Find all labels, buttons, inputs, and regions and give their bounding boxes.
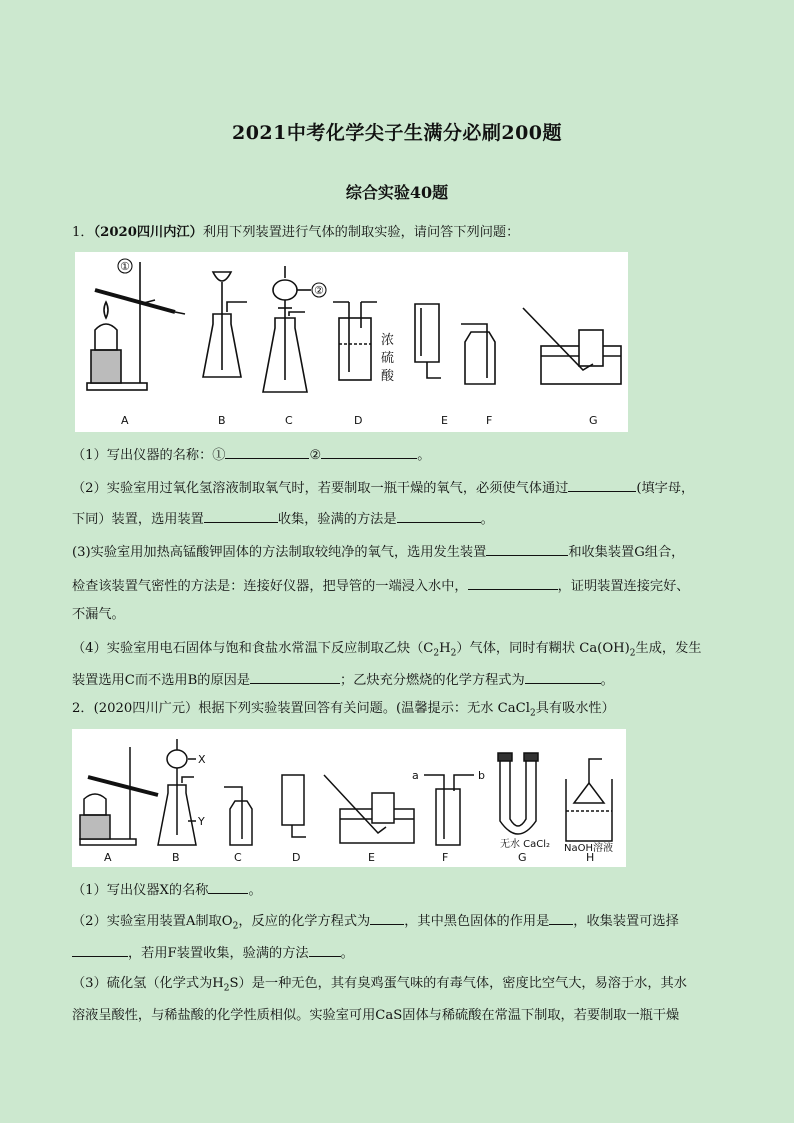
b-funnel	[213, 272, 231, 281]
q2-p2-text-e: 。	[340, 946, 354, 961]
a2-stand-base	[80, 839, 136, 845]
a-delivery-tube	[175, 312, 185, 314]
q1-part1	[72, 445, 732, 465]
q1-p2-text-c: 下同）装置，选用装置	[72, 512, 204, 527]
q1-p3-text-c: 检查该装置气密性的方法是：连接好仪器，把导管的一端浸入水中，	[72, 579, 468, 594]
fig2-label-g: G	[518, 851, 527, 864]
q1-p1-text-a: （1）写出仪器的名称：①	[72, 448, 226, 463]
q2-p2-text-a: （2）实验室用装置A制取O	[72, 914, 233, 929]
q2-part3-line2	[72, 1007, 732, 1025]
blank-reason[interactable]	[250, 670, 340, 684]
q1-part3-line2	[72, 576, 732, 596]
f-bottle	[465, 332, 495, 384]
d2-tube	[292, 825, 306, 837]
q1-p3-text-e: 不漏气。	[72, 607, 125, 622]
q2-part2-line1	[72, 911, 732, 931]
q2-p3-text-a: （3）硫化氢（化学式为H	[72, 976, 224, 991]
blank-check-full-method[interactable]	[397, 509, 481, 523]
blank-instrument-x[interactable]	[208, 880, 248, 894]
c-separatory-funnel	[273, 280, 297, 300]
a-wood-block	[91, 350, 121, 383]
q1-stem-text: 利用下列装置进行气体的制取实验，请问答下列问题：	[202, 225, 520, 240]
fig2-label-d: D	[292, 851, 301, 864]
q2-p3-text-a2: S）是一种无色，其有臭鸡蛋气味的有毒气体，密度比空气大，易溶于水，其水	[229, 976, 687, 991]
q1-p3-text-a: (3)实验室用加热高锰酸钾固体的方法制取较纯净的氧气，选用发生装置	[72, 545, 487, 560]
c2-bottle	[230, 801, 252, 845]
q1-p2-text-b: (填字母，	[636, 481, 695, 496]
fig2-label-f: F	[442, 851, 449, 864]
d-text-3: 酸	[381, 369, 395, 384]
h2-beaker	[566, 779, 612, 841]
q1-p4-text-a4: 生成，发生	[635, 641, 702, 656]
b2-delivery-tube	[182, 777, 194, 783]
blank-instrument-1[interactable]	[225, 445, 309, 459]
q2-p1-text-a: （1）写出仪器X的名称	[72, 883, 209, 898]
h2-text: NaOH溶液	[564, 843, 613, 854]
fig2-label-b: B	[172, 851, 180, 864]
q1-p3-text-d: ，证明装置连接完好、	[557, 579, 690, 594]
a-stand-base	[87, 383, 147, 390]
q1-p4-sub-h2: 2	[450, 648, 457, 659]
g-gas-jar	[579, 330, 603, 366]
q1-p4-text-c: ；乙炔充分燃烧的化学方程式为	[340, 673, 525, 688]
q2-apparatus-svg	[72, 729, 626, 867]
g2-u-tube-outer	[500, 759, 536, 834]
f2-tubes	[424, 775, 474, 839]
g2-u-tube-inner	[510, 759, 526, 826]
q1-part2-line1	[72, 478, 732, 498]
d-wash-bottle	[339, 318, 371, 380]
q1-p2-text-a: （2）实验室用过氧化氢溶液制取氧气时，若要制取一瓶干燥的氧气，必须使气体通过	[72, 481, 569, 496]
q1-figure	[75, 252, 628, 432]
q2-p2-text-b: ，其中黑色固体的作用是	[404, 914, 550, 929]
blank-instrument-2[interactable]	[321, 445, 417, 459]
q1-p4-text-a: （4）实验室用电石固体与饱和食盐水常温下反应制取乙炔（C	[72, 641, 434, 656]
q1-number: 1．	[72, 225, 94, 240]
q1-p4-text-d: 。	[600, 673, 614, 688]
q1-p4-text-b: 装置选用C而不选用B的原因是	[72, 673, 251, 688]
q2-stem	[72, 700, 732, 718]
q1-part4-line2	[72, 670, 732, 690]
q1-p1-text-b: ②	[309, 448, 322, 463]
q1-p1-text-c: 。	[417, 448, 431, 463]
a2-wood-block	[80, 815, 110, 839]
blank-f-check-full[interactable]	[309, 943, 341, 957]
f2-bottle	[436, 789, 460, 845]
q1-source: （2020四川内江）	[93, 225, 203, 240]
q1-p2-text-e: 。	[480, 512, 494, 527]
fig1-label-g: G	[589, 414, 598, 427]
fig2-label-h: H	[586, 851, 595, 864]
blank-o2-equation[interactable]	[370, 911, 404, 925]
q1-apparatus-svg	[75, 252, 628, 432]
q2-p2-text-d: ，若用F装置收集，验满的方法	[128, 946, 309, 961]
q2-stem-text-a: 2．(2020四川广元）根据下列实验装置回答有关问题。(温馨提示：无水 CaCl	[72, 701, 530, 716]
h2-funnel	[574, 783, 604, 803]
g2-stopper-left	[498, 753, 512, 761]
g2-stopper-right	[524, 753, 538, 761]
q1-part4-line1	[72, 640, 732, 658]
g2-text: 无水 CaCl₂	[500, 839, 551, 850]
e2-gas-jar	[372, 793, 394, 823]
q1-p2-text-d: 收集，验满的方法是	[277, 512, 397, 527]
a2-alcohol-lamp	[84, 794, 106, 815]
q2-figure	[72, 729, 626, 867]
q1-part2-line2	[72, 509, 732, 529]
mark-b: b	[478, 769, 485, 782]
q1-stem	[72, 224, 732, 242]
fig1-label-a: A	[121, 414, 129, 427]
q2-p3-text-b: 溶液呈酸性，与稀盐酸的化学性质相似。实验室可用CaS固体与稀硫酸在常温下制取，若要制取一瓶干燥	[72, 1008, 680, 1023]
blank-collection-device[interactable]	[204, 509, 278, 523]
blank-generator-device[interactable]	[486, 542, 568, 556]
q2-p2-sub: 2	[232, 921, 239, 932]
blank-black-solid-role[interactable]	[549, 911, 573, 925]
q2-p2-text-a2: ，反应的化学方程式为	[238, 914, 371, 929]
q2-stem-sub: 2	[529, 708, 536, 719]
fig1-label-c: C	[285, 414, 293, 427]
blank-drying-device[interactable]	[568, 478, 636, 492]
a-test-tube	[95, 290, 175, 312]
blank-airtight-check[interactable]	[468, 576, 558, 590]
fig2-label-c: C	[234, 851, 242, 864]
q1-part3-line1	[72, 542, 732, 562]
fig1-label-d: D	[354, 414, 363, 427]
a2-test-tube	[88, 777, 158, 795]
section-title: 综合实验40题	[345, 183, 449, 202]
q2-stem-text-b: 具有吸水性）	[535, 701, 615, 716]
blank-equation[interactable]	[525, 670, 601, 684]
d-text-1: 浓	[381, 333, 395, 348]
mark-y: Y	[198, 815, 205, 828]
q1-part3-line3	[72, 606, 732, 624]
a-flame	[104, 302, 108, 318]
q2-p1-text-b: 。	[248, 883, 262, 898]
fig1-label-f: F	[486, 414, 493, 427]
q2-p2-text-c: ，收集装置可选择	[573, 914, 679, 929]
q1-p4-sub-c2: 2	[433, 648, 440, 659]
mark-a: a	[412, 769, 419, 782]
q1-p4-text-a2: H	[439, 641, 451, 656]
q2-part1	[72, 880, 732, 900]
d-text-2: 硫	[381, 351, 395, 366]
q2-p3-sub: 2	[223, 983, 230, 994]
mark-x: X	[198, 753, 206, 766]
q2-part3-line1	[72, 975, 732, 993]
q1-p3-text-b: 和收集装置G组合，	[568, 545, 685, 560]
page-title: 2021中考化学尖子生满分必刷200题	[231, 122, 563, 144]
c-delivery-tube	[289, 312, 305, 316]
e-tube	[427, 362, 441, 378]
d2-inverted-bottle	[282, 775, 304, 825]
e-inverted-bottle	[415, 304, 439, 362]
fig1-label-e: E	[441, 414, 448, 427]
fig2-label-a: A	[104, 851, 112, 864]
fig2-label-e: E	[368, 851, 375, 864]
h2-tube	[589, 759, 602, 783]
b-delivery-tube	[227, 302, 247, 312]
b2-separatory-funnel	[167, 750, 187, 768]
a-alcohol-lamp	[95, 324, 117, 350]
blank-collection-choice[interactable]	[72, 943, 128, 957]
q2-part2-line2	[72, 943, 732, 963]
q1-p4-text-a3: ）气体，同时有糊状 Ca(OH)	[456, 641, 630, 656]
c2-tube	[224, 787, 242, 839]
marker-2: ②	[314, 284, 324, 297]
q1-p4-sub-oh2: 2	[629, 648, 636, 659]
marker-1: ①	[120, 260, 130, 273]
fig1-label-b: B	[218, 414, 226, 427]
